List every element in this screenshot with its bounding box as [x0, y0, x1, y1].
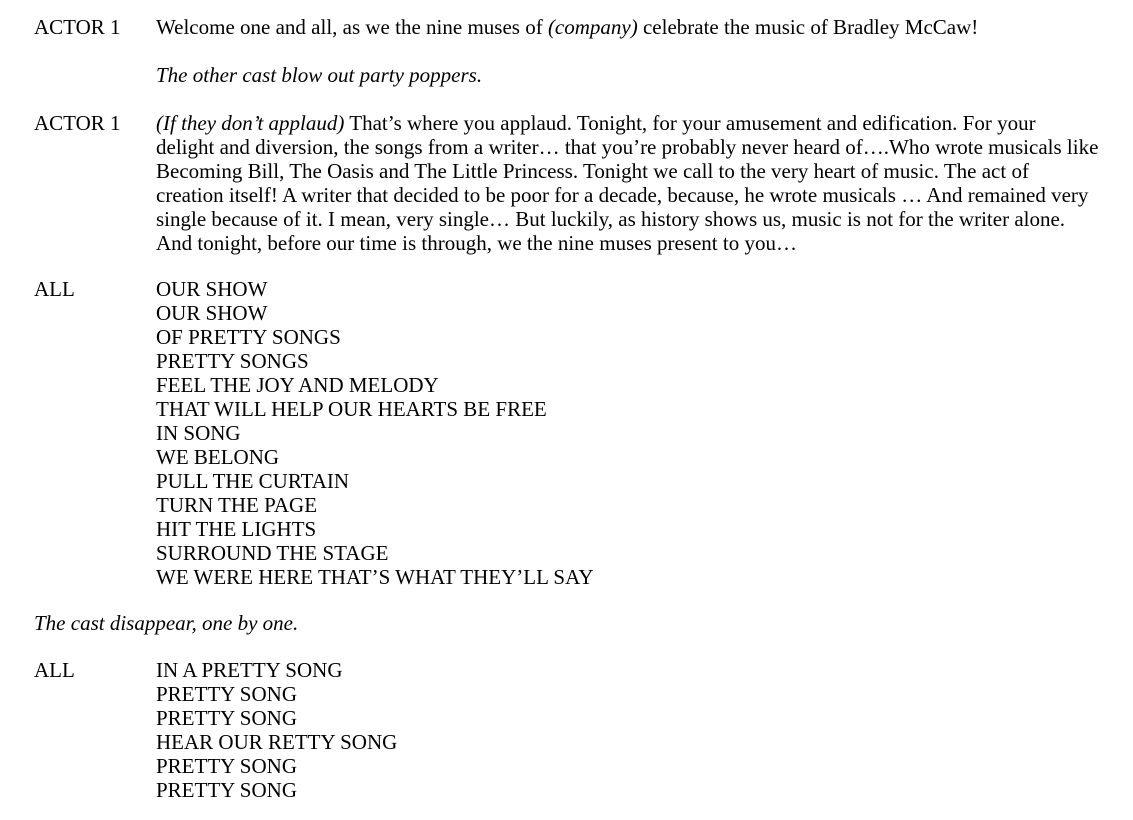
lyric-line: PRETTY SONG: [156, 754, 297, 778]
lyric-line: PRETTY SONGS: [156, 349, 309, 373]
lyric-line: IN A PRETTY SONG: [156, 658, 343, 682]
lyric-line: OUR SHOW: [156, 277, 268, 301]
speaker-name: ACTOR 1: [34, 15, 121, 39]
lyric-line: TURN THE PAGE: [156, 493, 318, 517]
dialogue-actor1-welcome: [34, 15, 1099, 39]
lyric-line: FEEL THE JOY AND MELODY: [156, 373, 439, 397]
dialogue-text-plain: celebrate the music of Bradley McCaw!: [637, 15, 979, 39]
speaker-name: ALL: [34, 277, 75, 301]
lyric-line: THAT WILL HELP OUR HEARTS BE FREE: [156, 397, 547, 421]
stage-direction-party-poppers: The other cast blow out party poppers.: [156, 63, 483, 87]
lyric-line: HIT THE LIGHTS: [156, 517, 317, 541]
lyric-line: PRETTY SONG: [156, 682, 297, 706]
lyric-line: SURROUND THE STAGE: [156, 541, 389, 565]
dialogue-text: [156, 15, 1099, 39]
song-all-our-show: [34, 277, 1099, 589]
song-all-pretty-song: [34, 658, 1099, 802]
lyric-line: OUR SHOW: [156, 301, 268, 325]
speaker-name: ALL: [34, 658, 75, 682]
speaker-name: ACTOR 1: [34, 111, 121, 135]
lyric-line: PRETTY SONG: [156, 706, 297, 730]
dialogue-text-plain: That’s where you applaud. Tonight, for your amusement and edification. For your delight and diversion, the songs from a writer… that you’re probably never heard of….Who wrote musicals like Becoming Bill, The Oasis and The Little Princess. Tonight we call to the very heart of music. The act of creation itself! A writer that decided to be poor for a decade, because, he wrote musicals … And remained very single because of it. I mean, very single… But luckily, as history shows us, music is not for the writer alone. And tonight, before our time is through, we the nine muses present to you…: [156, 111, 1099, 255]
lyrics: [156, 658, 1099, 802]
dialogue-actor1-applaud: [34, 111, 1099, 255]
lyric-line: WE WERE HERE THAT’S WHAT THEY’LL SAY: [156, 565, 594, 589]
dialogue-text-italic: (If they don’t applaud): [156, 111, 345, 135]
dialogue-text: [156, 111, 1099, 255]
lyric-line: OF PRETTY SONGS: [156, 325, 341, 349]
dialogue-text-italic: (company): [547, 15, 638, 39]
lyric-line: WE BELONG: [156, 445, 280, 469]
lyrics: [156, 277, 1099, 589]
lyric-line: PRETTY SONG: [156, 778, 297, 802]
stage-direction-cast-disappear: The cast disappear, one by one.: [34, 611, 299, 635]
dialogue-text-plain: Welcome one and all, as we the nine muses of: [156, 15, 548, 39]
lyric-line: IN SONG: [156, 421, 241, 445]
lyric-line: HEAR OUR RETTY SONG: [156, 730, 398, 754]
lyric-line: PULL THE CURTAIN: [156, 469, 350, 493]
